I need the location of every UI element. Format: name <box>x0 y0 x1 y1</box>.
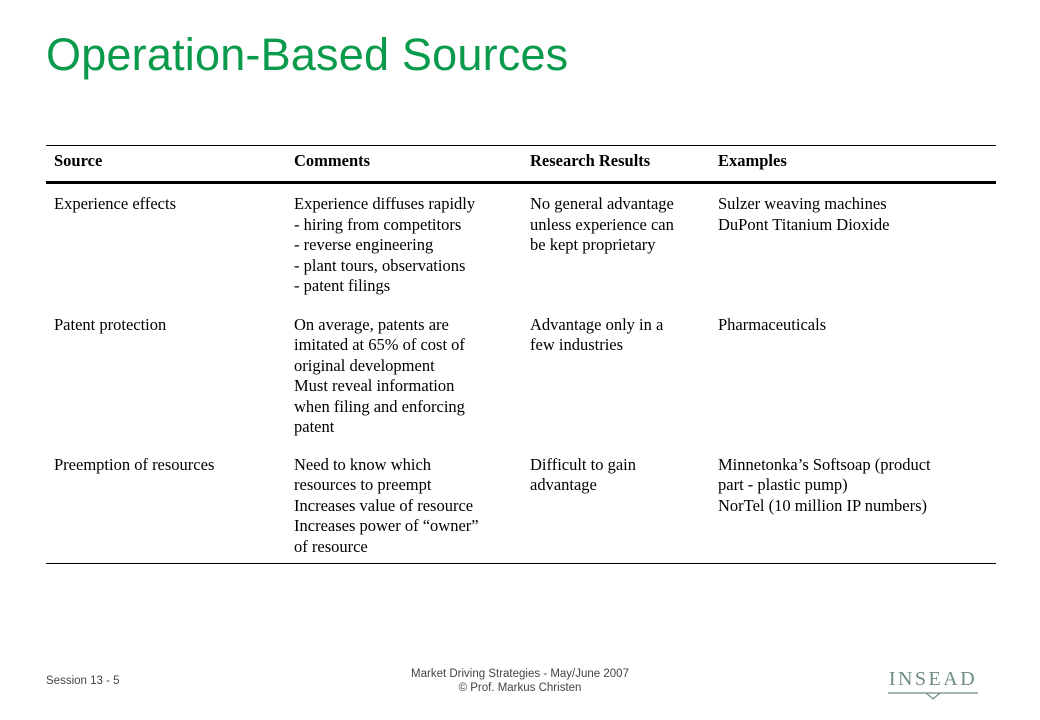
cell-examples <box>710 447 996 564</box>
cell-research <box>522 447 710 564</box>
header-source: Source <box>54 151 103 170</box>
footer-credits <box>360 667 680 695</box>
cell-line: when filing and enforcing <box>294 396 465 416</box>
cell-line: resources to preempt <box>294 475 432 494</box>
logo-wordmark: INSEAD <box>888 668 978 690</box>
cell-line: - patent filings <box>294 276 391 295</box>
cell-line: Must reveal information <box>294 376 455 395</box>
cell-comments <box>286 183 522 307</box>
cell-line: imitated at 65% of cost of <box>294 335 465 354</box>
logo-underline-icon <box>886 690 980 702</box>
insead-logo <box>886 668 980 704</box>
cell-line: part - plastic pump) <box>718 475 848 494</box>
header-comments: Comments <box>294 151 371 170</box>
cell-comments <box>286 307 522 447</box>
cell-line: Increases value of resource <box>294 495 474 515</box>
cell-line: advantage <box>530 475 597 494</box>
cell-research <box>522 307 710 447</box>
cell-line: Preemption of resources <box>54 454 215 474</box>
cell-examples <box>710 183 996 307</box>
cell-source <box>46 307 286 447</box>
slide-title: Operation-Based Sources <box>46 29 569 80</box>
sources-table-container <box>46 145 996 564</box>
table-row <box>46 307 996 447</box>
copyright-label: © Prof. Markus Christen <box>458 682 582 694</box>
cell-line: No general advantage <box>530 194 674 213</box>
cell-line: few industries <box>530 335 624 354</box>
cell-line: - hiring from competitors <box>294 214 462 234</box>
cell-line: Minnetonka’s Softsoap (product <box>718 454 931 474</box>
cell-line: Sulzer weaving machines <box>718 194 887 213</box>
cell-research <box>522 183 710 307</box>
cell-source <box>46 183 286 307</box>
cell-line: - plant tours, observations <box>294 255 466 275</box>
cell-line: patent <box>294 417 335 436</box>
table-row <box>46 183 996 307</box>
header-research-results: Research Results <box>530 151 651 170</box>
cell-line: On average, patents are <box>294 314 449 334</box>
cell-line: Need to know which <box>294 454 432 474</box>
cell-line: be kept proprietary <box>530 235 656 254</box>
cell-line: Pharmaceuticals <box>718 314 827 334</box>
cell-line: original development <box>294 355 435 375</box>
cell-source <box>46 447 286 564</box>
sources-table <box>46 145 996 564</box>
session-label: Session 13 - 5 <box>46 675 120 687</box>
cell-line: Experience effects <box>54 194 176 213</box>
cell-examples <box>710 307 996 447</box>
cell-line: - reverse engineering <box>294 235 434 254</box>
header-examples: Examples <box>718 151 787 170</box>
cell-line: of resource <box>294 536 368 556</box>
cell-line: Increases power of “owner” <box>294 516 479 535</box>
cell-line: NorTel (10 million IP numbers) <box>718 495 928 515</box>
cell-line: unless experience can <box>530 214 674 234</box>
table-header-row <box>46 146 996 183</box>
cell-line: Advantage only in a <box>530 314 664 334</box>
cell-comments <box>286 447 522 564</box>
cell-line: Difficult to gain <box>530 454 637 474</box>
cell-line: DuPont Titanium Dioxide <box>718 214 890 234</box>
cell-line: Patent protection <box>54 314 167 334</box>
course-label: Market Driving Strategies - May/June 2007 <box>411 668 629 680</box>
table-row <box>46 447 996 564</box>
cell-line: Experience diffuses rapidly <box>294 194 476 213</box>
